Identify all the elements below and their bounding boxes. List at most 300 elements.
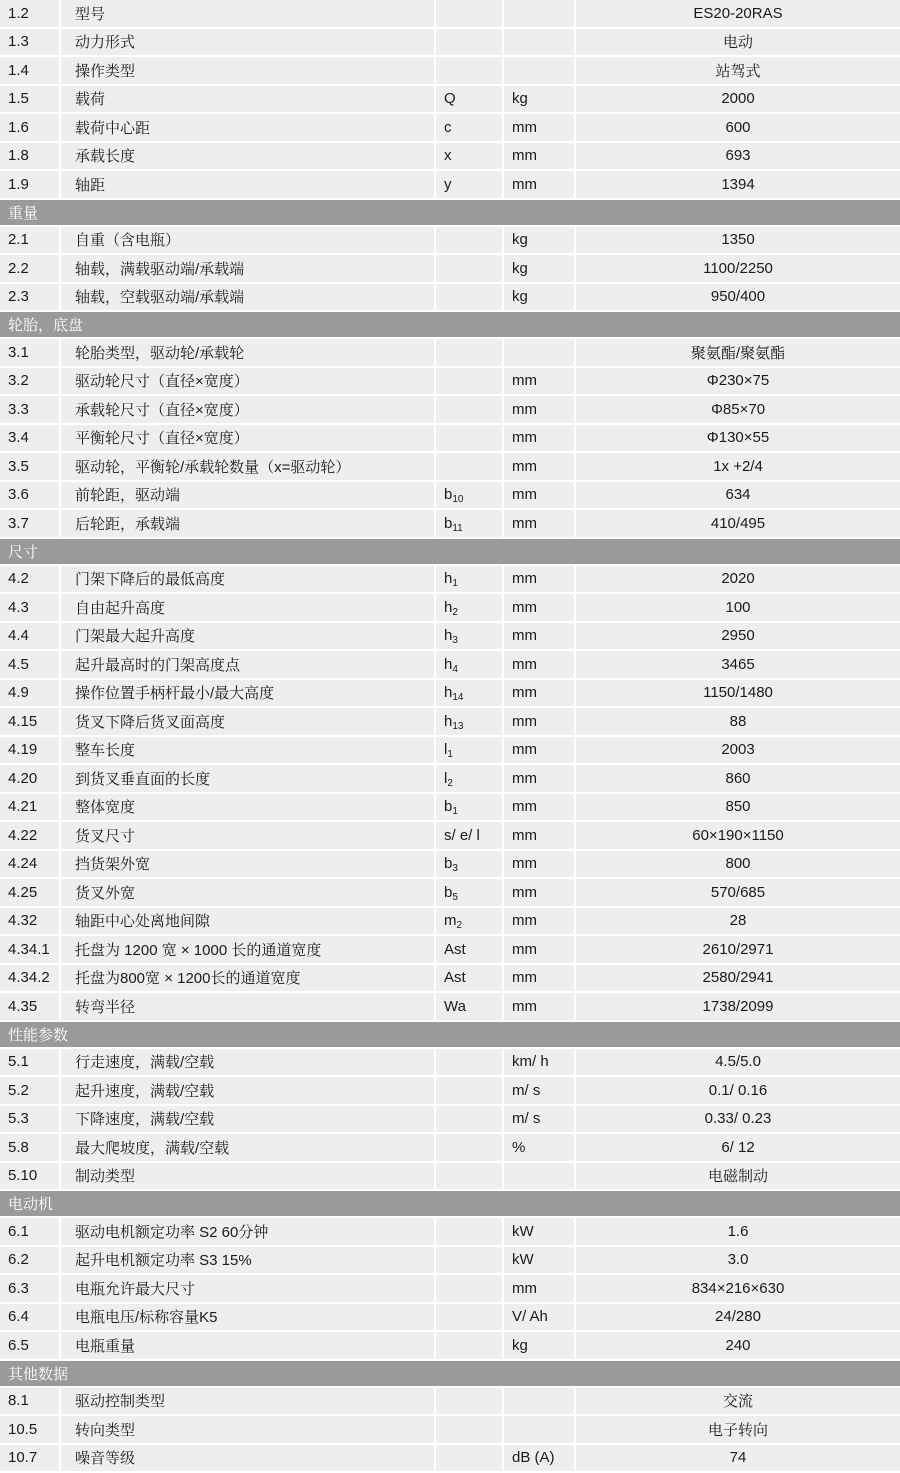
row-number: 3.1	[0, 338, 60, 367]
symbol-text: h	[444, 684, 453, 702]
row-number: 3.5	[0, 452, 60, 481]
row-description: 挡货架外宽	[60, 850, 435, 879]
row-unit	[503, 1162, 575, 1191]
row-description: 自由起升高度	[60, 593, 435, 622]
row-number: 4.34.1	[0, 935, 60, 964]
row-unit: kg	[503, 283, 575, 312]
row-number: 1.9	[0, 170, 60, 199]
row-number: 3.2	[0, 367, 60, 396]
table-row	[0, 1415, 900, 1444]
symbol-text: h	[444, 627, 453, 645]
row-symbol	[435, 565, 503, 594]
row-value: 2003	[575, 736, 900, 765]
row-value: 0.1/ 0.16	[575, 1076, 900, 1105]
row-symbol	[435, 509, 503, 538]
table-row	[0, 1133, 900, 1162]
row-unit: mm	[503, 821, 575, 850]
row-description: 行走速度，满载/空载	[60, 1048, 435, 1077]
row-symbol	[435, 736, 503, 765]
row-symbol	[435, 395, 503, 424]
row-description: 托盘为800宽 × 1200长的通道宽度	[60, 964, 435, 993]
row-unit	[503, 1387, 575, 1416]
row-symbol	[435, 1274, 503, 1303]
row-description: 转向类型	[60, 1415, 435, 1444]
table-row	[0, 1105, 900, 1134]
row-symbol	[435, 452, 503, 481]
table-section-header	[0, 199, 900, 226]
symbol-text: l	[444, 769, 448, 787]
table-row	[0, 878, 900, 907]
table-row	[0, 793, 900, 822]
table-row	[0, 707, 900, 736]
table-row	[0, 764, 900, 793]
row-value: 2000	[575, 85, 900, 114]
symbol-text: b	[444, 514, 453, 532]
symbol-text: Q	[444, 90, 456, 108]
row-unit: kg	[503, 1331, 575, 1360]
row-unit: mm	[503, 622, 575, 651]
row-number: 1.8	[0, 142, 60, 171]
row-description: 轮胎类型，驱动轮/承载轮	[60, 338, 435, 367]
row-unit: mm	[503, 142, 575, 171]
table-row	[0, 1387, 900, 1416]
row-symbol	[435, 28, 503, 57]
row-symbol	[435, 226, 503, 255]
row-description: 电瓶电压/标称容量K5	[60, 1303, 435, 1332]
row-number: 4.35	[0, 992, 60, 1021]
symbol-text: y	[444, 175, 452, 193]
section-title: 其他数据	[0, 1360, 900, 1387]
symbol-subscript: 2	[456, 920, 463, 932]
symbol-text: c	[444, 118, 452, 136]
symbol-text: m	[444, 912, 457, 930]
table-row	[0, 565, 900, 594]
row-description: 操作位置手柄杆最小/最大高度	[60, 679, 435, 708]
symbol-subscript: 14	[452, 692, 464, 704]
row-description: 到货叉垂直面的长度	[60, 764, 435, 793]
row-description: 门架最大起升高度	[60, 622, 435, 651]
row-symbol	[435, 56, 503, 85]
row-symbol	[435, 707, 503, 736]
table-row	[0, 338, 900, 367]
row-description: 噪音等级	[60, 1444, 435, 1473]
row-value: 600	[575, 113, 900, 142]
table-row	[0, 1162, 900, 1191]
row-description: 前轮距，驱动端	[60, 481, 435, 510]
row-description: 整体宽度	[60, 793, 435, 822]
row-symbol	[435, 424, 503, 453]
symbol-text: b	[444, 855, 453, 873]
row-value: 834×216×630	[575, 1274, 900, 1303]
row-unit: mm	[503, 878, 575, 907]
row-symbol	[435, 1162, 503, 1191]
row-number: 4.21	[0, 793, 60, 822]
table-row	[0, 113, 900, 142]
row-unit: dB (A)	[503, 1444, 575, 1473]
row-number: 4.24	[0, 850, 60, 879]
row-unit: mm	[503, 907, 575, 936]
table-row	[0, 1303, 900, 1332]
row-symbol	[435, 907, 503, 936]
row-value: 电动	[575, 28, 900, 57]
row-description: 最大爬坡度，满载/空载	[60, 1133, 435, 1162]
table-row	[0, 28, 900, 57]
symbol-subscript: 11	[452, 522, 463, 534]
row-description: 驱动电机额定功率 S2 60分钟	[60, 1217, 435, 1246]
row-value: 28	[575, 907, 900, 936]
row-symbol	[435, 1217, 503, 1246]
row-unit: mm	[503, 650, 575, 679]
row-description: 载荷中心距	[60, 113, 435, 142]
row-value: 1x +2/4	[575, 452, 900, 481]
row-symbol	[435, 793, 503, 822]
row-number: 1.4	[0, 56, 60, 85]
row-unit: mm	[503, 793, 575, 822]
row-symbol	[435, 821, 503, 850]
row-unit: mm	[503, 679, 575, 708]
row-unit: kg	[503, 226, 575, 255]
row-symbol	[435, 1303, 503, 1332]
symbol-text: h	[444, 598, 453, 616]
row-description: 承载轮尺寸（直径×宽度）	[60, 395, 435, 424]
row-description: 载荷	[60, 85, 435, 114]
row-symbol	[435, 850, 503, 879]
row-symbol	[435, 1331, 503, 1360]
row-value: 1150/1480	[575, 679, 900, 708]
table-row	[0, 1076, 900, 1105]
row-number: 2.1	[0, 226, 60, 255]
table-row	[0, 56, 900, 85]
row-symbol	[435, 1387, 503, 1416]
row-description: 起升最高时的门架高度点	[60, 650, 435, 679]
symbol-text: b	[444, 883, 453, 901]
row-description: 型号	[60, 0, 435, 28]
row-unit: mm	[503, 764, 575, 793]
row-symbol	[435, 764, 503, 793]
row-number: 10.5	[0, 1415, 60, 1444]
row-description: 整车长度	[60, 736, 435, 765]
row-number: 1.3	[0, 28, 60, 57]
row-unit: mm	[503, 964, 575, 993]
row-unit: V/ Ah	[503, 1303, 575, 1332]
row-number: 3.4	[0, 424, 60, 453]
row-symbol	[435, 622, 503, 651]
row-value: 240	[575, 1331, 900, 1360]
table-row	[0, 1274, 900, 1303]
symbol-text: h	[444, 570, 453, 588]
table-row	[0, 481, 900, 510]
row-symbol	[435, 481, 503, 510]
row-description: 轴距	[60, 170, 435, 199]
row-unit: kg	[503, 85, 575, 114]
row-description: 动力形式	[60, 28, 435, 57]
row-description: 货叉外宽	[60, 878, 435, 907]
row-unit: mm	[503, 1274, 575, 1303]
row-unit: mm	[503, 367, 575, 396]
row-unit: mm	[503, 424, 575, 453]
row-unit	[503, 338, 575, 367]
row-number: 1.6	[0, 113, 60, 142]
table-section-header	[0, 1190, 900, 1217]
row-value: 2020	[575, 565, 900, 594]
symbol-subscript: 2	[452, 606, 458, 618]
row-value: 410/495	[575, 509, 900, 538]
row-description: 后轮距，承载端	[60, 509, 435, 538]
symbol-text: l	[444, 741, 448, 759]
table-row	[0, 1048, 900, 1077]
row-value: ES20-20RAS	[575, 0, 900, 28]
row-value: 6/ 12	[575, 1133, 900, 1162]
row-unit: m/ s	[503, 1105, 575, 1134]
symbol-text: b	[444, 798, 453, 816]
row-value: 950/400	[575, 283, 900, 312]
table-row	[0, 650, 900, 679]
row-unit: mm	[503, 707, 575, 736]
row-value: Φ85×70	[575, 395, 900, 424]
row-symbol	[435, 254, 503, 283]
symbol-subscript: 1	[452, 578, 458, 590]
row-unit: mm	[503, 736, 575, 765]
row-description: 货叉下降后货叉面高度	[60, 707, 435, 736]
row-description: 轴载，满载驱动端/承载端	[60, 254, 435, 283]
table-row	[0, 964, 900, 993]
row-value: 88	[575, 707, 900, 736]
symbol-text: Wa	[444, 997, 466, 1015]
row-value: 2610/2971	[575, 935, 900, 964]
row-symbol	[435, 964, 503, 993]
row-number: 3.6	[0, 481, 60, 510]
row-description: 托盘为 1200 宽 × 1000 长的通道宽度	[60, 935, 435, 964]
table-section-header	[0, 311, 900, 338]
row-number: 3.3	[0, 395, 60, 424]
row-value: 1.6	[575, 1217, 900, 1246]
row-symbol	[435, 367, 503, 396]
table-section-header	[0, 538, 900, 565]
row-symbol	[435, 1048, 503, 1077]
row-unit: mm	[503, 565, 575, 594]
row-number: 4.15	[0, 707, 60, 736]
row-number: 2.3	[0, 283, 60, 312]
table-row	[0, 142, 900, 171]
row-value: 电子转向	[575, 1415, 900, 1444]
table-row	[0, 0, 900, 28]
row-number: 10.7	[0, 1444, 60, 1473]
row-number: 6.1	[0, 1217, 60, 1246]
row-symbol	[435, 170, 503, 199]
table-section-header	[0, 1021, 900, 1048]
row-number: 4.34.2	[0, 964, 60, 993]
row-symbol	[435, 85, 503, 114]
row-unit: kW	[503, 1217, 575, 1246]
row-symbol	[435, 1444, 503, 1473]
row-number: 1.5	[0, 85, 60, 114]
row-number: 4.20	[0, 764, 60, 793]
row-value: 交流	[575, 1387, 900, 1416]
table-section-header	[0, 1360, 900, 1387]
row-value: 电磁制动	[575, 1162, 900, 1191]
row-number: 8.1	[0, 1387, 60, 1416]
table-row	[0, 424, 900, 453]
table-row	[0, 821, 900, 850]
row-description: 驱动控制类型	[60, 1387, 435, 1416]
row-value: 2580/2941	[575, 964, 900, 993]
section-title: 性能参数	[0, 1021, 900, 1048]
row-value: 74	[575, 1444, 900, 1473]
row-number: 6.2	[0, 1246, 60, 1275]
row-value: 站驾式	[575, 56, 900, 85]
row-unit: mm	[503, 850, 575, 879]
row-unit: mm	[503, 509, 575, 538]
table-row	[0, 907, 900, 936]
symbol-subscript: 1	[447, 749, 453, 761]
row-unit: mm	[503, 113, 575, 142]
row-value: 3.0	[575, 1246, 900, 1275]
table-row	[0, 1246, 900, 1275]
row-value: 24/280	[575, 1303, 900, 1332]
row-symbol	[435, 283, 503, 312]
section-title: 重量	[0, 199, 900, 226]
row-description: 平衡轮尺寸（直径×宽度）	[60, 424, 435, 453]
row-symbol	[435, 338, 503, 367]
symbol-subscript: 10	[452, 494, 464, 506]
row-value: 1738/2099	[575, 992, 900, 1021]
table-row	[0, 367, 900, 396]
row-unit: m/ s	[503, 1076, 575, 1105]
row-value: 850	[575, 793, 900, 822]
row-value: 570/685	[575, 878, 900, 907]
row-number: 6.5	[0, 1331, 60, 1360]
row-value: 0.33/ 0.23	[575, 1105, 900, 1134]
table-row	[0, 85, 900, 114]
row-value: 634	[575, 481, 900, 510]
row-unit: mm	[503, 992, 575, 1021]
row-value: 2950	[575, 622, 900, 651]
symbol-text: Ast	[444, 969, 466, 987]
symbol-text: s/ e/ l	[444, 826, 480, 844]
row-unit	[503, 1415, 575, 1444]
row-number: 5.10	[0, 1162, 60, 1191]
row-unit: kg	[503, 254, 575, 283]
row-number: 4.22	[0, 821, 60, 850]
row-number: 4.32	[0, 907, 60, 936]
row-number: 4.25	[0, 878, 60, 907]
table-row	[0, 509, 900, 538]
row-symbol	[435, 992, 503, 1021]
row-symbol	[435, 650, 503, 679]
symbol-text: b	[444, 486, 453, 504]
row-description: 驱动轮，平衡轮/承载轮数量（x=驱动轮）	[60, 452, 435, 481]
row-description: 承载长度	[60, 142, 435, 171]
row-value: 860	[575, 764, 900, 793]
row-symbol	[435, 878, 503, 907]
row-number: 4.3	[0, 593, 60, 622]
table-row	[0, 593, 900, 622]
row-description: 货叉尺寸	[60, 821, 435, 850]
row-value: 聚氨酯/聚氨酯	[575, 338, 900, 367]
row-number: 5.8	[0, 1133, 60, 1162]
row-description: 电瓶允许最大尺寸	[60, 1274, 435, 1303]
row-unit: mm	[503, 452, 575, 481]
symbol-text: h	[444, 712, 453, 730]
row-value: 693	[575, 142, 900, 171]
row-number: 2.2	[0, 254, 60, 283]
row-unit: mm	[503, 481, 575, 510]
table-row	[0, 1444, 900, 1473]
row-value: 60×190×1150	[575, 821, 900, 850]
row-unit: mm	[503, 593, 575, 622]
row-description: 起升电机额定功率 S3 15%	[60, 1246, 435, 1275]
row-number: 4.19	[0, 736, 60, 765]
row-value: 1100/2250	[575, 254, 900, 283]
row-number: 6.3	[0, 1274, 60, 1303]
row-symbol	[435, 113, 503, 142]
table-row	[0, 622, 900, 651]
row-description: 电瓶重量	[60, 1331, 435, 1360]
row-number: 5.3	[0, 1105, 60, 1134]
symbol-subscript: 3	[452, 635, 458, 647]
row-symbol	[435, 1415, 503, 1444]
row-number: 5.1	[0, 1048, 60, 1077]
table-row	[0, 170, 900, 199]
symbol-subscript: 1	[452, 806, 458, 818]
row-description: 轴距中心处离地间隙	[60, 907, 435, 936]
table-row	[0, 283, 900, 312]
row-unit: km/ h	[503, 1048, 575, 1077]
section-title: 电动机	[0, 1190, 900, 1217]
section-title: 尺寸	[0, 538, 900, 565]
row-number: 4.4	[0, 622, 60, 651]
table-row	[0, 679, 900, 708]
row-number: 6.4	[0, 1303, 60, 1332]
row-value: 1350	[575, 226, 900, 255]
row-unit: %	[503, 1133, 575, 1162]
row-symbol	[435, 1133, 503, 1162]
row-symbol	[435, 1076, 503, 1105]
row-number: 1.2	[0, 0, 60, 28]
row-value: 800	[575, 850, 900, 879]
symbol-subscript: 5	[452, 891, 458, 903]
symbol-subscript: 3	[452, 863, 458, 875]
row-description: 轴载，空载驱动端/承载端	[60, 283, 435, 312]
row-unit: mm	[503, 170, 575, 199]
symbol-subscript: 13	[452, 720, 464, 732]
row-description: 转弯半径	[60, 992, 435, 1021]
symbol-text: x	[444, 147, 452, 165]
row-description: 门架下降后的最低高度	[60, 565, 435, 594]
table-row	[0, 736, 900, 765]
row-unit: mm	[503, 395, 575, 424]
row-unit: mm	[503, 935, 575, 964]
row-description: 驱动轮尺寸（直径×宽度）	[60, 367, 435, 396]
table-row	[0, 226, 900, 255]
symbol-text: Ast	[444, 940, 466, 958]
row-value: 1394	[575, 170, 900, 199]
row-symbol	[435, 679, 503, 708]
row-value: 3465	[575, 650, 900, 679]
row-number: 4.5	[0, 650, 60, 679]
row-symbol	[435, 142, 503, 171]
row-symbol	[435, 0, 503, 28]
table-row	[0, 452, 900, 481]
symbol-subscript: 2	[447, 777, 453, 789]
table-row	[0, 1217, 900, 1246]
row-value: Φ130×55	[575, 424, 900, 453]
row-symbol	[435, 935, 503, 964]
row-number: 5.2	[0, 1076, 60, 1105]
row-value: 100	[575, 593, 900, 622]
row-description: 自重（含电瓶）	[60, 226, 435, 255]
row-description: 起升速度，满载/空载	[60, 1076, 435, 1105]
